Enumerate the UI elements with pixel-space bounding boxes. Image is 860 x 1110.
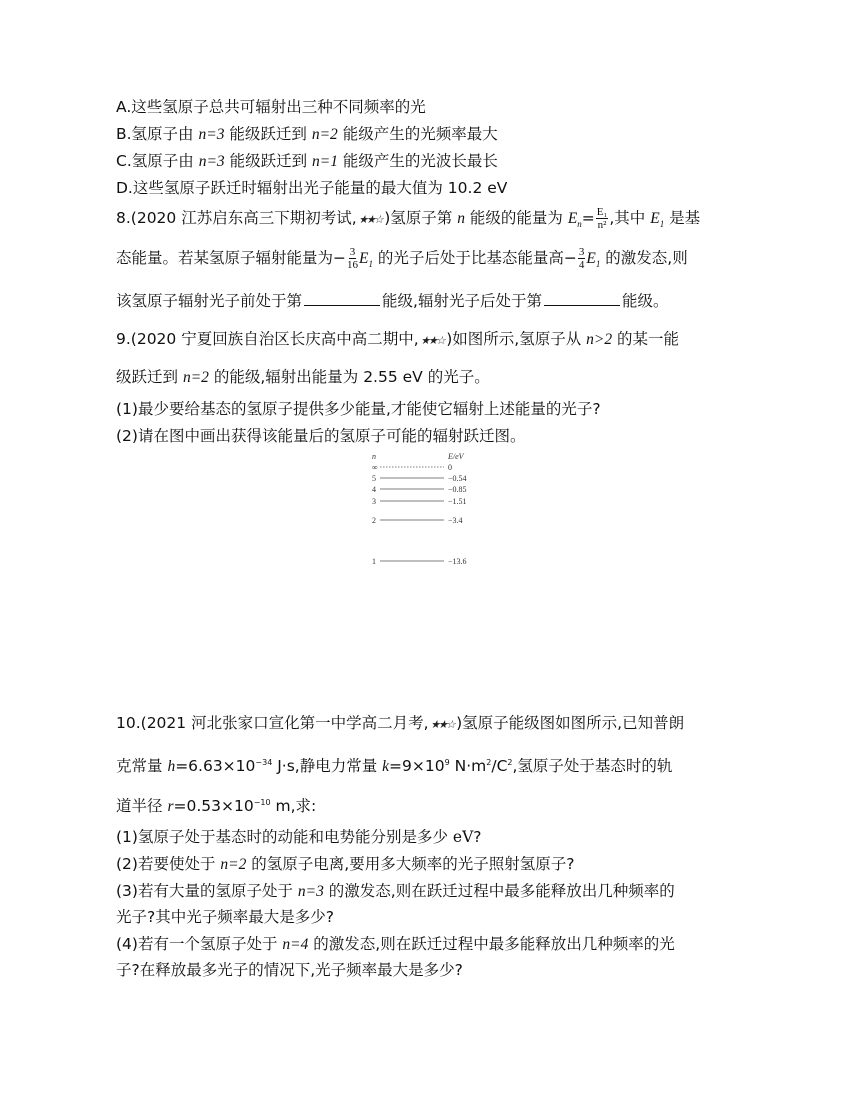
q10-l2-f: /C bbox=[491, 757, 508, 776]
q10-sub2-n: n=2 bbox=[220, 856, 247, 873]
q9-l2-n: n=2 bbox=[182, 369, 209, 386]
q10-sub2-a: (2)若要使处于 bbox=[116, 855, 221, 873]
q10-sub3-b: 的激发态,则在跃迁过程中最多能释放出几种频率的 bbox=[323, 882, 675, 900]
q9-sub-1: (1)最少要给基态的氢原子提供多少能量,才能使它辐射上述能量的光子? bbox=[116, 400, 601, 418]
q10-line-3 bbox=[116, 792, 316, 818]
q7-b-suffix: 能级产生的光频率最大 bbox=[337, 125, 498, 143]
q8-l2-e2: E bbox=[586, 250, 596, 267]
q7-option-a: A.这些氢原子总共可辐射出三种不同频率的光 bbox=[116, 98, 426, 116]
difficulty-stars-icon: ★★☆ bbox=[428, 718, 456, 731]
q10-k: k bbox=[382, 758, 390, 776]
q10-sub2-b: 的氢原子电离,要用多大频率的光子照射氢原子? bbox=[246, 855, 575, 873]
q8-frac-den: n² bbox=[597, 219, 607, 231]
level-energy-label: −13.6 bbox=[448, 557, 467, 566]
q10-exp1: −34 bbox=[255, 758, 273, 767]
level-energy-label: 0 bbox=[448, 463, 452, 472]
energy-level-diagram bbox=[370, 452, 480, 572]
q8-eq: = bbox=[581, 209, 595, 227]
q8-l2-sub2: 1 bbox=[595, 259, 601, 270]
q8-l3-a: 该氢原子辐射光子前处于第 bbox=[116, 292, 303, 310]
level-n-label: ∞ bbox=[372, 463, 378, 472]
level-n-label: 5 bbox=[372, 474, 376, 483]
q10-sub1-ev: eV bbox=[452, 828, 474, 846]
q10-l2-d: =9×10 bbox=[389, 757, 445, 776]
q10-sub3-n: n=3 bbox=[297, 883, 324, 900]
q8-f2-den: 16 bbox=[347, 259, 358, 271]
q7-b-mid: 能级跃迁到 bbox=[224, 125, 312, 143]
q7-option-c bbox=[116, 150, 498, 173]
q9-line-2 bbox=[116, 366, 490, 389]
q10-sub-3 bbox=[116, 880, 675, 903]
q10-sub4-b: 的激发态,则在跃迁过程中最多能释放出几种频率的光 bbox=[308, 935, 675, 953]
diagram-e-header: E/eV bbox=[448, 452, 464, 461]
q8-f3-num: 3 bbox=[578, 246, 585, 258]
q7-c-mid: 能级跃迁到 bbox=[224, 152, 313, 170]
q10-sub1-b: ? bbox=[473, 828, 482, 846]
q8-l2-e: E bbox=[359, 250, 369, 267]
q10-l3-c: m,求: bbox=[270, 797, 317, 816]
q10-exp2: 9 bbox=[444, 758, 450, 767]
q10-sub-1 bbox=[116, 826, 482, 848]
q8-fraction-3-16 bbox=[347, 246, 358, 271]
q10-prefix: 10.(2021 河北张家口宣化第一中学高二月考, bbox=[116, 714, 429, 732]
q8-line-1 bbox=[116, 206, 700, 235]
q10-sub-4-cont: 子?在释放最多光子的情况下,光子频率最大是多少? bbox=[116, 961, 463, 979]
q8-en: E bbox=[567, 210, 578, 227]
q9-sub-2: (2)请在图中画出获得该能量后的氢原子可能的辐射跃迁图。 bbox=[116, 427, 526, 445]
level-energy-label: −0.54 bbox=[448, 474, 467, 483]
q10-sub3-a: (3)若有大量的氢原子处于 bbox=[116, 882, 298, 900]
q9-l1-a: )如图所示,氢原子从 bbox=[446, 330, 587, 348]
q10-h: h bbox=[167, 758, 176, 776]
q8-l3-c: 能级。 bbox=[621, 292, 669, 310]
q10-r: r bbox=[167, 798, 174, 816]
level-n-label: 1 bbox=[372, 557, 376, 566]
q9-line-1 bbox=[116, 328, 679, 352]
level-energy-label: −1.51 bbox=[448, 497, 467, 506]
q10-exp5: −10 bbox=[253, 798, 271, 807]
q7-option-b bbox=[116, 123, 498, 146]
q8-l1-c: ,其中 bbox=[609, 209, 651, 227]
q8-en-sub: n bbox=[577, 219, 582, 230]
level-energy-label: −0.85 bbox=[448, 485, 467, 494]
q9-l2-b: 的能级,辐射出能量为 2.55 eV 的光子。 bbox=[208, 368, 490, 386]
q7-c-n1: n=3 bbox=[198, 153, 225, 170]
q7-c-n2: n=1 bbox=[312, 153, 338, 170]
q9-l1-b: 的某一能 bbox=[612, 330, 680, 348]
difficulty-stars-icon: ★★☆ bbox=[357, 213, 385, 226]
q8-l1-a: )氢原子第 bbox=[384, 209, 458, 227]
q7-c-suffix: 能级产生的光波长最长 bbox=[337, 152, 498, 170]
q10-l2-g: ,氢原子处于基态时的轨 bbox=[512, 757, 673, 776]
q8-l2-sub: 1 bbox=[368, 259, 373, 270]
diagram-levels bbox=[372, 463, 467, 566]
level-energy-label: −3.4 bbox=[448, 516, 463, 525]
diagram-n-header: n bbox=[372, 452, 376, 461]
q8-e1: E bbox=[650, 210, 660, 227]
q10-line-1 bbox=[116, 712, 684, 736]
q8-l3-b: 能级,辐射光子后处于第 bbox=[382, 292, 542, 310]
answer-blank-1[interactable] bbox=[304, 291, 380, 306]
q8-l2-b: 的光子后处于比基态能量高− bbox=[372, 249, 577, 267]
q8-l1-d: 是基 bbox=[664, 209, 701, 227]
level-n-label: 2 bbox=[372, 516, 376, 525]
q10-exp3: 2 bbox=[486, 758, 492, 767]
q8-fraction-e1-n2 bbox=[596, 206, 609, 231]
q8-l2-c: 的激发态,则 bbox=[600, 249, 688, 267]
q8-f2-num: 3 bbox=[349, 246, 356, 258]
q7-b-n1: n=3 bbox=[198, 126, 225, 143]
q10-sub4-n: n=4 bbox=[282, 936, 309, 953]
q9-l1-n: n>2 bbox=[586, 331, 613, 348]
q10-l3-b: =0.53×10 bbox=[173, 797, 254, 816]
q8-fraction-3-4 bbox=[578, 246, 586, 271]
q8-f3-den: 4 bbox=[578, 259, 585, 271]
answer-blank-2[interactable] bbox=[544, 291, 620, 306]
q10-l2-b: =6.63×10 bbox=[175, 757, 256, 776]
level-n-label: 4 bbox=[372, 485, 376, 494]
q8-frac-num: E₁ bbox=[596, 206, 608, 218]
q10-l2-c: J·s,静电力常量 bbox=[272, 757, 383, 776]
q8-prefix: 8.(2020 江苏启东高三下期初考试, bbox=[116, 209, 357, 227]
q10-sub-2 bbox=[116, 853, 574, 876]
q8-line-3 bbox=[116, 290, 668, 312]
q7-b-prefix: B.氢原子由 bbox=[116, 125, 199, 143]
q8-e1-sub: 1 bbox=[659, 219, 665, 230]
level-n-label: 3 bbox=[372, 497, 376, 506]
q9-l2-a: 级跃迁到 bbox=[116, 368, 183, 386]
q10-l3-a: 道半径 bbox=[116, 797, 168, 816]
q10-sub-3-cont: 光子?其中光子频率最大是多少? bbox=[116, 908, 334, 926]
q10-sub4-a: (4)若有一个氢原子处于 bbox=[116, 935, 283, 953]
q10-l2-a: 克常量 bbox=[116, 757, 168, 776]
q10-l2-e: N·m bbox=[449, 757, 487, 776]
q10-sub1-a: (1)氢原子处于基态时的动能和电势能分别是多少 bbox=[116, 828, 453, 846]
q8-line-2 bbox=[116, 246, 688, 275]
q9-prefix: 9.(2020 宁夏回族自治区长庆高中高二期中, bbox=[116, 330, 419, 348]
q10-sub-4 bbox=[116, 933, 675, 956]
q7-c-prefix: C.氢原子由 bbox=[116, 152, 199, 170]
q10-l1-a: )氢原子能级图如图所示,已知普朗 bbox=[456, 714, 685, 732]
q8-n-var: n bbox=[457, 210, 465, 227]
q8-l1-b: 能级的能量为 bbox=[464, 209, 568, 227]
q8-l2-a: 态能量。若某氢原子辐射能量为− bbox=[116, 249, 346, 267]
difficulty-stars-icon: ★★☆ bbox=[419, 334, 447, 347]
q7-b-n2: n=2 bbox=[311, 126, 338, 143]
q10-exp4: 2 bbox=[507, 758, 513, 767]
q10-line-2 bbox=[116, 752, 672, 778]
q7-option-d: D.这些氢原子跃迁时辐射出光子能量的最大值为 10.2 eV bbox=[116, 179, 508, 197]
